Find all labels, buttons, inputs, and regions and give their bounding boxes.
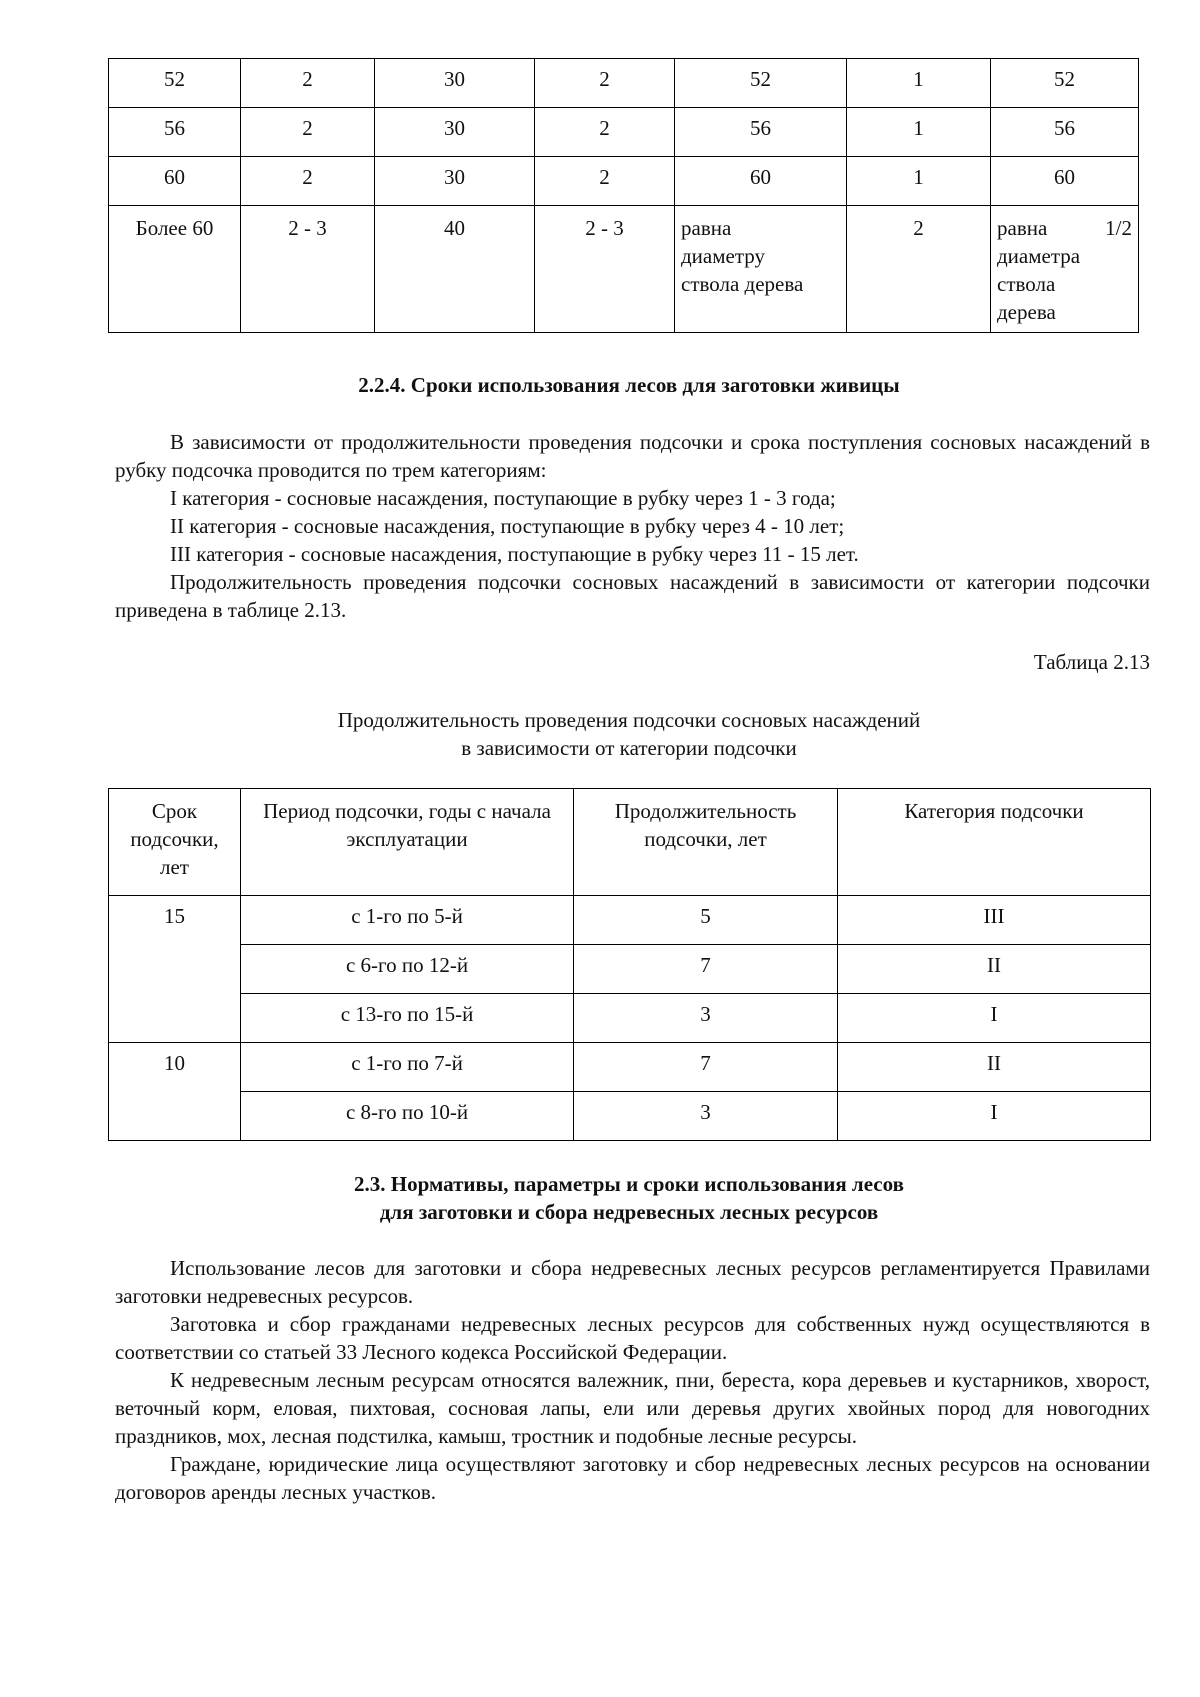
column-header: Срок подсочки, лет [109, 789, 241, 896]
table-cell: с 13-го по 15-й [241, 994, 574, 1043]
section-23-text [115, 1254, 1150, 1506]
table-cell: Более 60 [109, 206, 241, 333]
table-cell: с 1-го по 5-й [241, 896, 574, 945]
table-cell: 1 [847, 59, 991, 108]
paragraph: III категория - сосновые насаждения, поступающие в рубку через 11 - 15 лет. [170, 542, 859, 566]
table-cell: 1 [847, 108, 991, 157]
column-header: Продолжительность подсочки, лет [574, 789, 838, 896]
table-cell: 30 [375, 108, 535, 157]
table-cell: 2 - 3 [241, 206, 375, 333]
table-cell [675, 206, 847, 333]
table-cell: 3 [574, 1092, 838, 1141]
table-row [109, 1043, 1151, 1092]
section-heading: 2.2.4. Сроки использования лесов для заготовки живицы [358, 373, 900, 397]
table-row [109, 945, 1151, 994]
table-2-13 [108, 788, 1151, 1141]
table-cell: I [838, 1092, 1151, 1141]
paragraph: Продолжительность проведения подсочки сосновых насаждений в зависимости от категории подсочки приведена в таблице 2.13. [115, 570, 1150, 622]
continuation-table [108, 58, 1139, 333]
cell-line: дерева [997, 300, 1056, 324]
table-cell: с 6-го по 12-й [241, 945, 574, 994]
cell-line: диаметру [681, 244, 766, 268]
table-cell: 30 [375, 59, 535, 108]
section-224-text [115, 428, 1150, 624]
table-cell: II [838, 945, 1151, 994]
table-header-row [109, 789, 1151, 896]
cell-word: 1/2 [1105, 216, 1132, 240]
table-cell: 5 [574, 896, 838, 945]
paragraph: Использование лесов для заготовки и сбора недревесных лесных ресурсов регламентируется Правилами заготовки недревесных ресурсов. [115, 1256, 1150, 1308]
table-cell: 52 [109, 59, 241, 108]
cell-line: ствола [997, 272, 1056, 296]
table-cell: 30 [375, 157, 535, 206]
caption-line: в зависимости от категории подсочки [461, 736, 797, 760]
table-label: Таблица 2.13 [1033, 650, 1150, 674]
table-cell: II [838, 1043, 1151, 1092]
table-cell: 2 [241, 108, 375, 157]
table-caption [108, 706, 1150, 762]
table-cell: 3 [574, 994, 838, 1043]
cell-word: равна [997, 216, 1048, 240]
table-cell: 2 [535, 108, 675, 157]
table-row [109, 157, 1139, 206]
table-row [109, 896, 1151, 945]
table-row [109, 206, 1139, 333]
table-cell: 2 [535, 59, 675, 108]
table-cell [991, 206, 1139, 333]
table-cell: 56 [675, 108, 847, 157]
table-cell: 2 [241, 157, 375, 206]
paragraph: В зависимости от продолжительности проведения подсочки и срока поступления сосновых насаждений в рубку подсочка проводится по трем категориям: [115, 430, 1150, 482]
table-cell: 2 [241, 59, 375, 108]
paragraph: II категория - сосновые насаждения, поступающие в рубку через 4 - 10 лет; [170, 514, 845, 538]
table-cell: 1 [847, 157, 991, 206]
table-cell: 56 [109, 108, 241, 157]
table-cell: с 1-го по 7-й [241, 1043, 574, 1092]
paragraph: I категория - сосновые насаждения, поступающие в рубку через 1 - 3 года; [170, 486, 836, 510]
heading-line: для заготовки и сбора недревесных лесных ресурсов [379, 1200, 879, 1224]
table-cell: 2 - 3 [535, 206, 675, 333]
paragraph: Заготовка и сбор гражданами недревесных лесных ресурсов для собственных нужд осуществляются в соответствии со статьей 33 Лесного кодекса Российской Федерации. [115, 1312, 1150, 1364]
cell-line: диаметра [997, 244, 1081, 268]
heading-line: 2.3. Нормативы, параметры и сроки использования лесов [354, 1172, 904, 1196]
table-cell: 2 [847, 206, 991, 333]
table-row [109, 59, 1139, 108]
cell-line: ствола дерева [681, 272, 804, 296]
table-cell: 60 [991, 157, 1139, 206]
table-cell: I [838, 994, 1151, 1043]
table-cell: III [838, 896, 1151, 945]
cell-line: равна [681, 216, 732, 240]
table-cell: 60 [675, 157, 847, 206]
table-cell: 52 [991, 59, 1139, 108]
table-row [109, 1092, 1151, 1141]
caption-line: Продолжительность проведения подсочки сосновых насаждений [337, 708, 921, 732]
table-cell: 52 [675, 59, 847, 108]
section-heading [108, 1170, 1150, 1226]
table-cell: 10 [109, 1043, 241, 1141]
table-row [109, 994, 1151, 1043]
paragraph: К недревесным лесным ресурсам относятся валежник, пни, береста, кора деревьев и кустарников, хворост, веточный корм, еловая, пихтовая, сосновая лапы, ели или деревья других хвойных пород для новогодних праздников, мох, лесная подстилка, камыш, тростник и подобные лесные ресурсы. [115, 1368, 1150, 1448]
table-cell: 56 [991, 108, 1139, 157]
table-cell: 60 [109, 157, 241, 206]
table-cell: с 8-го по 10-й [241, 1092, 574, 1141]
table-cell: 2 [535, 157, 675, 206]
column-header: Категория подсочки [838, 789, 1151, 896]
cell-line [997, 214, 1132, 242]
table-row [109, 108, 1139, 157]
table-cell: 7 [574, 1043, 838, 1092]
table-cell: 15 [109, 896, 241, 1043]
column-header: Период подсочки, годы с начала эксплуатации [241, 789, 574, 896]
table-cell: 7 [574, 945, 838, 994]
table-cell: 40 [375, 206, 535, 333]
paragraph: Граждане, юридические лица осуществляют заготовку и сбор недревесных лесных ресурсов на основании договоров аренды лесных участков. [115, 1452, 1150, 1504]
